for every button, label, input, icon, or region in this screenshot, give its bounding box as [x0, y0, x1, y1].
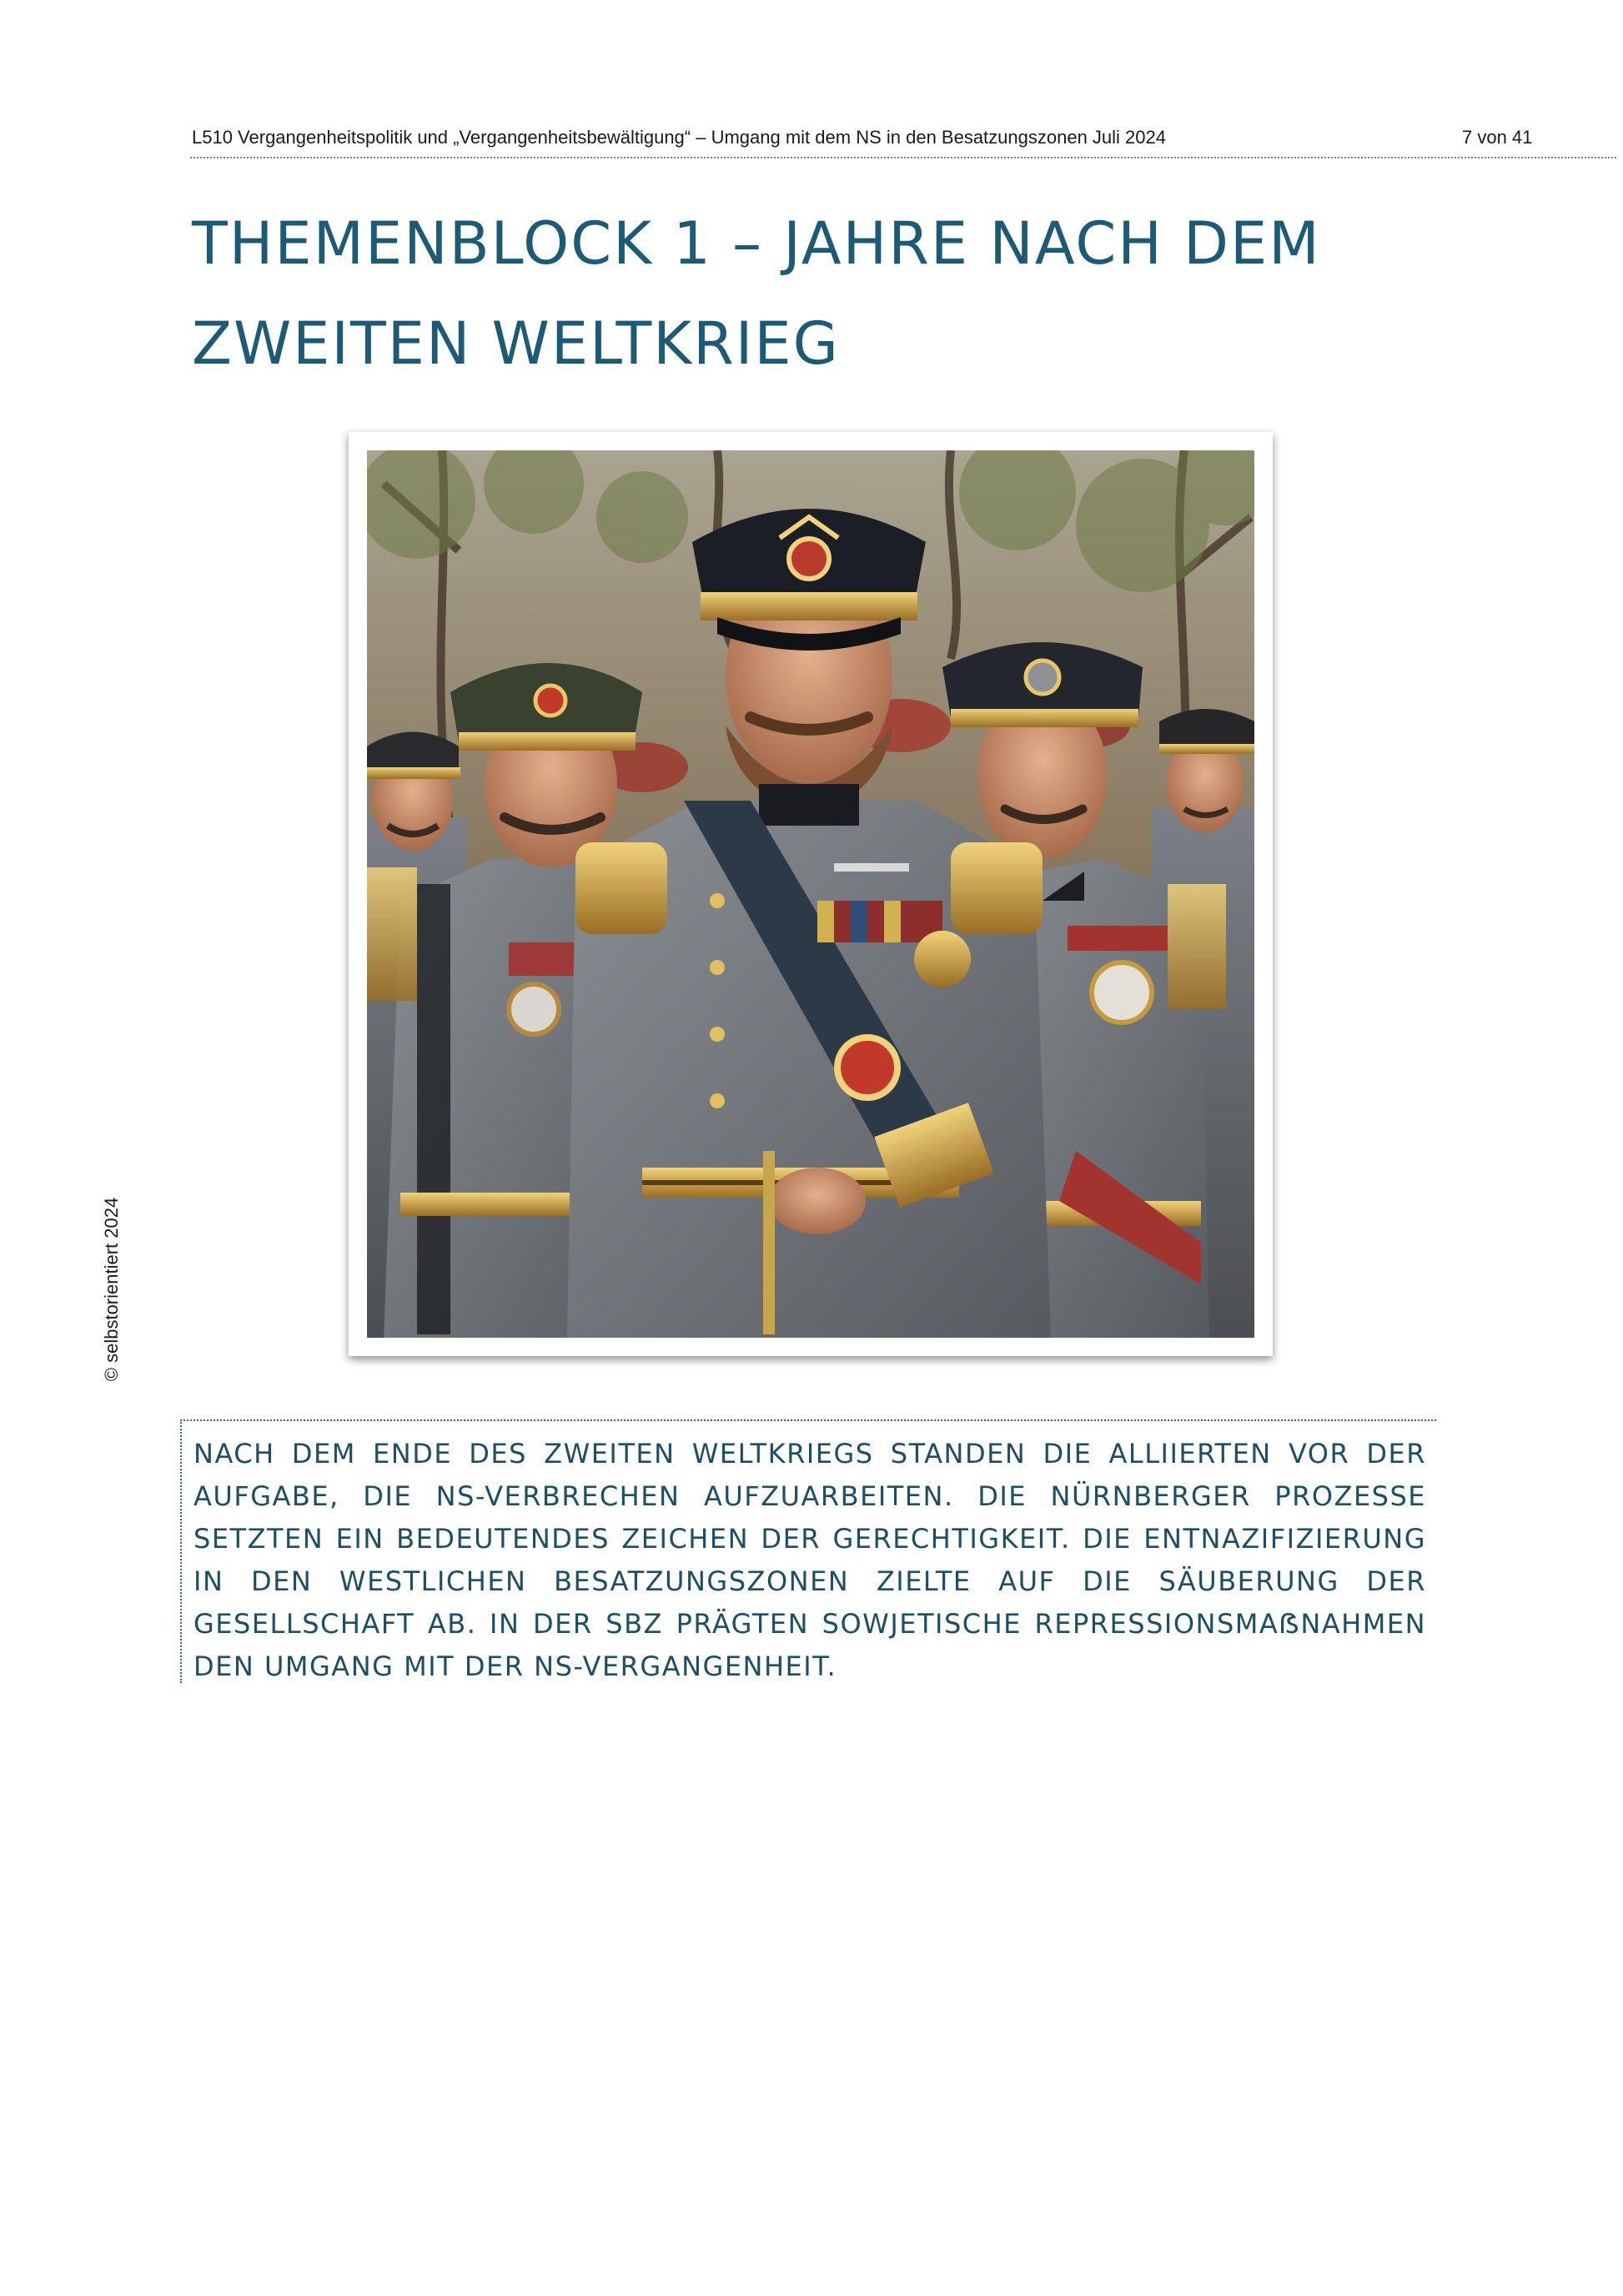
officers-painting — [367, 450, 1254, 1338]
intro-text-box — [180, 1419, 1436, 1683]
document-title: L510 Vergangenheitspolitik und „Vergangenheitsbewältigung“ – Umgang mit dem NS in den Besatzungszonen Juli 2024 — [192, 127, 1166, 148]
copyright-note: © selbstorientiert 2024 — [101, 1197, 122, 1382]
intro-paragraph: NACH DEM ENDE DES ZWEITEN WELTKRIEGS STANDEN DIE ALLIIERTEN VOR DER AUFGABE, DIE NS-VERBRECHEN AUFZUARBEITEN. DIE NÜRNBERGER PROZESSE SETZTEN EIN BEDEUTENDES ZEICHEN DER GERECHTIGKEIT. DIE ENTNAZIFIZIERUNG IN DEN WESTLICHEN BESATZUNGSZONEN ZIELTE AUF DIE SÄUBERUNG DER GESELLSCHAFT AB. IN DER SBZ PRÄGTEN SOWJETISCHE REPRESSIONSMAẞNAHMEN DEN UMGANG MIT DER NS-VERGANGENHEIT. — [193, 1438, 1426, 1682]
page-header — [190, 123, 1616, 158]
page-number: 7 von 41 — [1462, 127, 1533, 148]
heading-line-1: THEMENBLOCK 1 – JAHRE NACH DEM — [192, 209, 1321, 278]
illustration-frame — [349, 432, 1273, 1356]
heading-line-2: ZWEITEN WELTKRIEG — [192, 309, 840, 378]
section-heading — [192, 193, 1526, 394]
